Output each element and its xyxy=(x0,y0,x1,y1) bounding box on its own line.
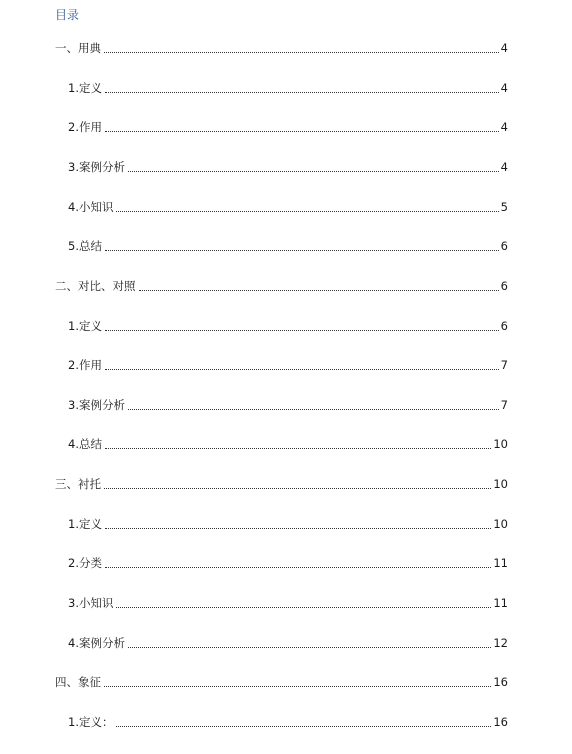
toc-entry-label: 5.总结 xyxy=(68,239,102,253)
toc-leader xyxy=(128,647,491,648)
toc-entry-page: 10 xyxy=(493,517,508,531)
toc-leader xyxy=(105,448,491,449)
toc-entry-label: 4.案例分析 xyxy=(68,636,125,650)
toc-entry-page: 12 xyxy=(493,636,508,650)
toc-entry-label: 2.作用 xyxy=(68,120,102,134)
toc-leader xyxy=(105,528,491,529)
toc-entry-page: 4 xyxy=(500,41,508,55)
toc-entry-page: 4 xyxy=(500,160,508,174)
toc-entry-label: 3.案例分析 xyxy=(68,160,125,174)
toc-entry-page: 4 xyxy=(500,81,508,95)
toc-entry-page: 16 xyxy=(493,675,508,689)
toc-entry[interactable] xyxy=(55,674,508,690)
toc-leader xyxy=(116,211,498,212)
toc-entry-label: 1.定义 xyxy=(68,81,102,95)
toc-entry-page: 11 xyxy=(493,596,508,610)
toc-entry-label: 四、象征 xyxy=(55,675,101,689)
toc-entry[interactable] xyxy=(55,476,508,492)
toc-entry[interactable] xyxy=(68,555,508,571)
toc-entry[interactable] xyxy=(68,159,508,175)
toc-entry-label: 一、用典 xyxy=(55,41,101,55)
toc-entry[interactable] xyxy=(68,397,508,413)
toc-entry-page: 11 xyxy=(493,556,508,570)
toc-entry-page: 7 xyxy=(500,358,508,372)
toc-entry[interactable] xyxy=(55,278,508,294)
toc-leader xyxy=(105,567,491,568)
toc-entry[interactable] xyxy=(68,714,508,730)
toc-leader xyxy=(104,686,491,687)
toc-entry[interactable] xyxy=(68,635,508,651)
toc-entry[interactable] xyxy=(68,80,508,96)
toc-entry[interactable] xyxy=(68,318,508,334)
toc-entry-page: 6 xyxy=(500,319,508,333)
toc-leader xyxy=(105,369,499,370)
toc-leader xyxy=(104,52,499,53)
toc-entry-label: 4.小知识 xyxy=(68,200,114,214)
toc-entry-page: 4 xyxy=(500,120,508,134)
toc-entry[interactable] xyxy=(68,516,508,532)
toc-entry-label: 二、对比、对照 xyxy=(55,279,136,293)
toc-entry[interactable] xyxy=(55,40,508,56)
toc-entry[interactable] xyxy=(68,595,508,611)
toc-entry-page: 6 xyxy=(500,279,508,293)
toc-entry-label: 三、衬托 xyxy=(55,477,101,491)
toc-entry-page: 10 xyxy=(493,437,508,451)
toc-leader xyxy=(105,250,499,251)
toc-entry-page: 10 xyxy=(493,477,508,491)
toc-entry-label: 2.分类 xyxy=(68,556,102,570)
toc-entry-label: 2.作用 xyxy=(68,358,102,372)
toc-leader xyxy=(116,607,491,608)
toc-entry-page: 7 xyxy=(500,398,508,412)
toc-entry-page: 5 xyxy=(500,200,508,214)
toc-entry-label: 1.定义 xyxy=(68,319,102,333)
toc-title: 目录 xyxy=(55,8,80,22)
toc-entry-label: 1.定义： xyxy=(68,715,114,729)
toc-entry-label: 3.小知识 xyxy=(68,596,114,610)
toc-entry[interactable] xyxy=(68,357,508,373)
toc-entry-page: 6 xyxy=(500,239,508,253)
toc-entry[interactable] xyxy=(68,238,508,254)
toc-entry[interactable] xyxy=(68,436,508,452)
toc-leader xyxy=(105,131,499,132)
toc-leader xyxy=(104,488,491,489)
toc-leader xyxy=(128,171,499,172)
toc-entry[interactable] xyxy=(68,199,508,215)
toc-leader xyxy=(128,409,499,410)
toc-leader xyxy=(139,290,499,291)
toc-entry-page: 16 xyxy=(493,715,508,729)
toc-entry-label: 3.案例分析 xyxy=(68,398,125,412)
toc-leader xyxy=(105,330,499,331)
toc-leader xyxy=(116,726,491,727)
toc-entry-label: 4.总结 xyxy=(68,437,102,451)
toc-entry[interactable] xyxy=(68,119,508,135)
toc-leader xyxy=(105,92,499,93)
toc-entry-label: 1.定义 xyxy=(68,517,102,531)
